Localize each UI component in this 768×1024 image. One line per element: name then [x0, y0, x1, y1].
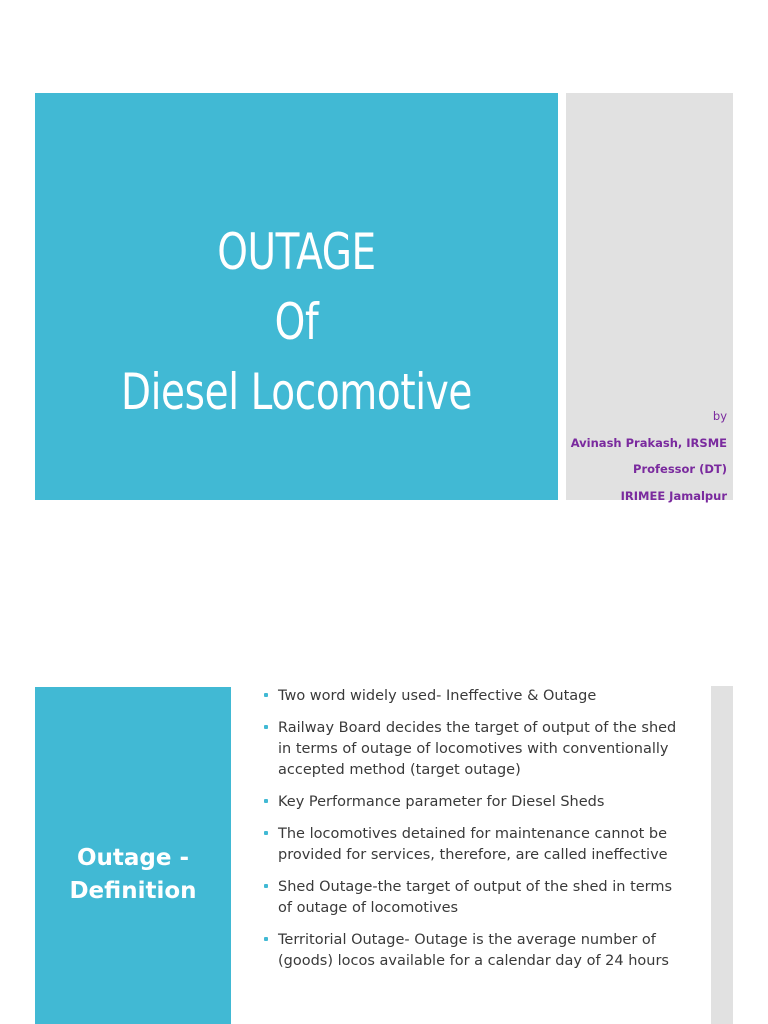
bullet-item — [264, 792, 684, 813]
title-line-2: Of — [274, 293, 319, 351]
bullet-text: Shed Outage-the target of output of the shed in terms of outage of locomotives — [278, 879, 673, 916]
slide-title — [93, 217, 501, 427]
definition-title-line-2: Definition — [69, 878, 197, 904]
bullet-item — [264, 718, 684, 781]
bullet-text: Territorial Outage- Outage is the average number of (goods) locos available for a calendar day of 24 hours — [278, 932, 669, 969]
bullet-icon — [264, 884, 268, 888]
definition-title — [35, 842, 231, 908]
bullet-item — [264, 877, 684, 919]
bullet-item — [264, 686, 684, 707]
bullet-text: The locomotives detained for maintenance cannot be provided for services, therefore, are called ineffective — [278, 826, 668, 863]
bullet-text: Railway Board decides the target of output of the shed in terms of outage of locomotives with conventionally accepted method (target outage) — [278, 720, 677, 778]
author-institute: IRIMEE Jamalpur — [620, 488, 727, 503]
bullet-icon — [264, 693, 268, 697]
bullet-text: Key Performance parameter for Diesel Sheds — [278, 794, 605, 810]
title-line-3: Diesel Locomotive — [120, 363, 473, 421]
bullet-icon — [264, 937, 268, 941]
bullet-item — [264, 824, 684, 866]
author-by: by — [712, 409, 727, 423]
bullet-icon — [264, 725, 268, 729]
author-position: Professor (DT) — [633, 462, 727, 476]
author-name: Avinash Prakash, IRSME — [570, 435, 727, 450]
author-block — [571, 403, 727, 509]
bullet-icon — [264, 799, 268, 803]
definition-title-line-1: Outage - — [76, 845, 190, 871]
title-line-1: OUTAGE — [217, 223, 376, 281]
bullet-item — [264, 930, 684, 972]
bullet-icon — [264, 831, 268, 835]
title-panel — [35, 93, 558, 500]
definition-bullet-list — [264, 686, 684, 983]
bullet-text: Two word widely used- Ineffective & Outage — [278, 688, 597, 704]
definition-panel — [35, 687, 231, 1024]
right-gray-strip — [711, 686, 733, 1024]
